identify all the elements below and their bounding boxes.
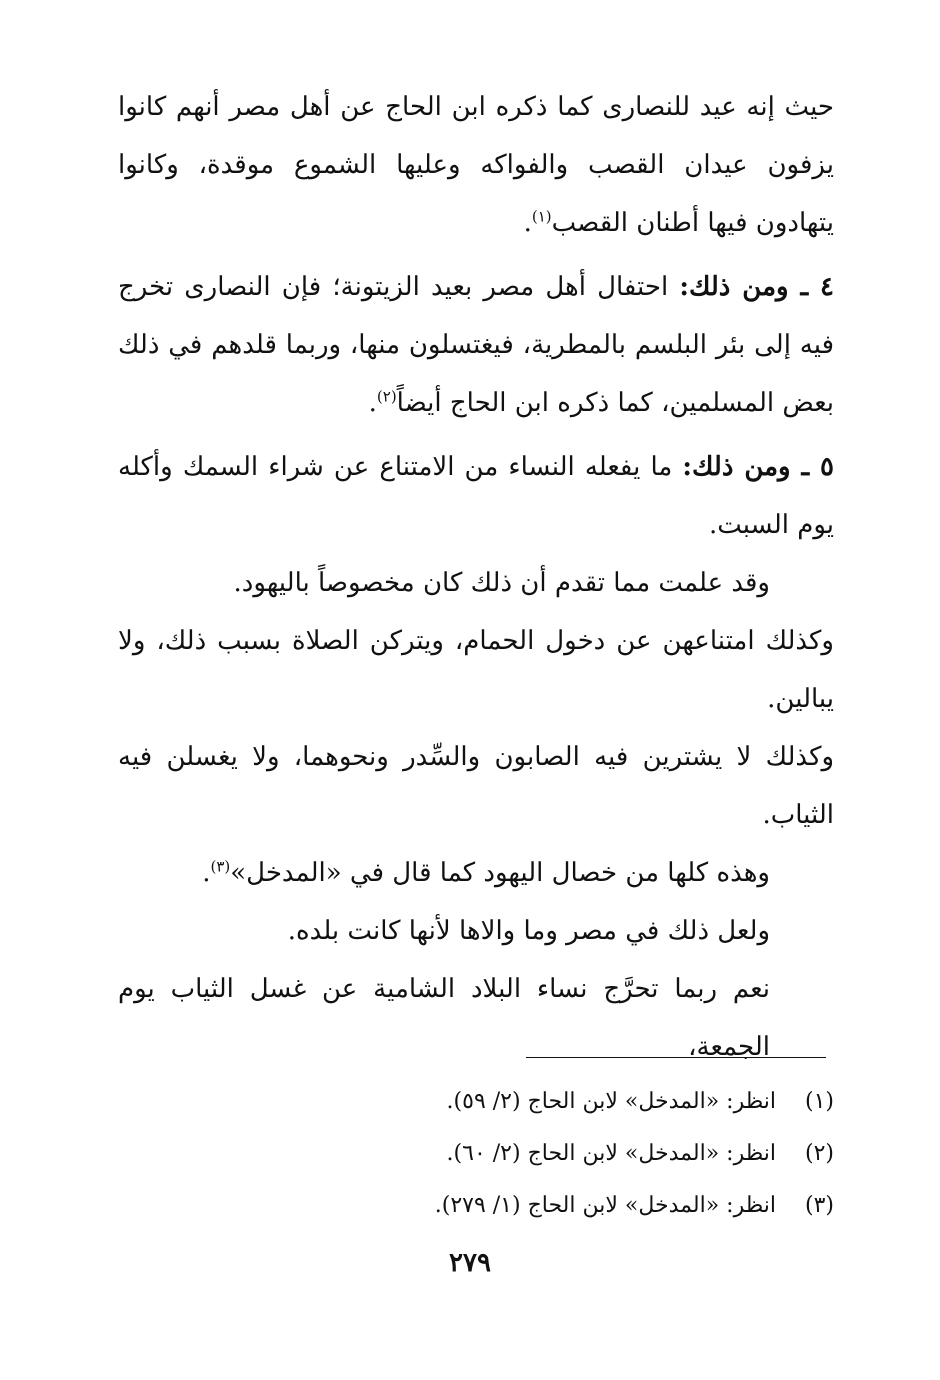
footnote-number: (٢) — [804, 1141, 834, 1166]
page-number: ٢٧٩ — [449, 1248, 491, 1278]
paragraph-4: وقد علمت مما تقدم أن ذلك كان مخصوصاً باليهود. — [233, 568, 770, 598]
paragraph-9: نعم ربما تحرَّج نساء البلاد الشامية عن غسل الثياب يوم الجمعة، — [118, 974, 770, 1062]
footnote-ref-2: (٢) — [376, 387, 397, 406]
footnote-ref-1: (١) — [531, 207, 552, 226]
paragraph-2: ٤ ـ ومن ذلك: احتفال أهل مصر بعيد الزيتونة؛ فإن النصارى تخرج فيه إلى بئر البلسم بالمطرية، فيغتسلون منها، وربما قلدهم في ذلك بعض المسلمين، كما ذكره ابن الحاج أيضاً$^{(٢)}$. — [118, 272, 834, 418]
footnote-2 — [118, 1128, 834, 1180]
paragraph-8: ولعل ذلك في مصر وما والاها لأنها كانت بلده. — [287, 916, 770, 946]
footnote-3 — [118, 1180, 834, 1232]
main-text — [118, 78, 834, 1076]
item-heading-4: ٤ ـ ومن ذلك: — [679, 272, 834, 302]
footnote-text: انظر: «المدخل» لابن الحاج (١/ ٢٧٩). — [434, 1193, 776, 1218]
footnote-ref-3: (٣) — [210, 857, 231, 876]
paragraph-1: حيث إنه عيد للنصارى كما ذكره ابن الحاج عن أهل مصر أنهم كانوا يزفون عيدان القصب والفواكه وعليها الشموع موقدة، وكانوا يتهادون فيها أطنان القصب$^{(١)}$. — [118, 92, 834, 238]
footnote-text: انظر: «المدخل» لابن الحاج (٢/ ٥٩). — [446, 1089, 776, 1114]
paragraph-7: وهذه كلها من خصال اليهود كما قال في «المدخل»$^{(٣)}$. — [202, 857, 770, 888]
footnote-number: (١) — [804, 1089, 834, 1114]
item-heading-5: ٥ ـ ومن ذلك: — [682, 452, 834, 482]
footnote-number: (٣) — [804, 1193, 834, 1218]
paragraph-6: وكذلك لا يشترين فيه الصابون والسِّدر ونحوهما، ولا يغسلن فيه الثياب. — [118, 742, 834, 830]
paragraph-3: ٥ ـ ومن ذلك: ما يفعله النساء من الامتناع عن شراء السمك وأكله يوم السبت. — [118, 452, 834, 540]
footnote-divider — [526, 1057, 826, 1058]
paragraph-5: وكذلك امتناعهن عن دخول الحمام، ويتركن الصلاة بسبب ذلك، ولا يبالين. — [118, 626, 834, 714]
footnotes — [118, 1076, 834, 1232]
footnote-text: انظر: «المدخل» لابن الحاج (٢/ ٦٠). — [446, 1141, 776, 1166]
footnote-1 — [118, 1076, 834, 1128]
